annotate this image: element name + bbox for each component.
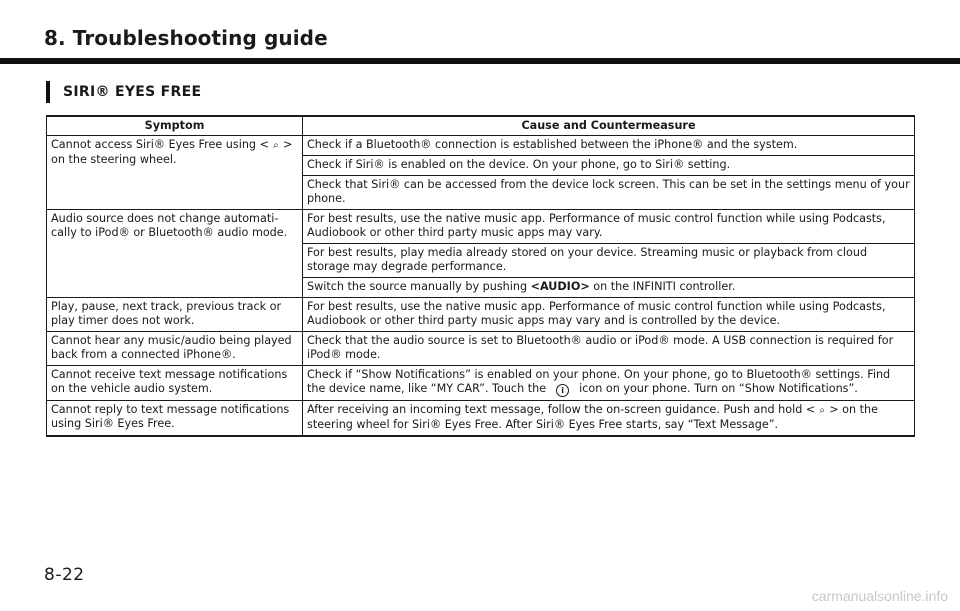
page-number: 8-22 (44, 565, 85, 585)
table-row (47, 401, 915, 437)
symptom-text: Cannot access Siri® Eyes Free using < (51, 138, 269, 151)
cause-cell (303, 278, 915, 298)
table-row (47, 136, 915, 156)
table-row (47, 332, 915, 366)
cause-text: Check if “Show Notifications” is enabled on your phone. On your phone, go to Bluetooth® settings. Find the device name, like “MY CAR”. Touch the (307, 368, 891, 395)
cause-text: > on the steering wheel for Siri® Eyes Free. After Siri® Eyes Free starts, say “Text Message”. (307, 403, 879, 431)
cause-cell: Check that Siri® can be accessed from the device lock screen. This can be set in the settings menu of your phone. (303, 176, 915, 210)
cause-cell (303, 366, 915, 401)
symptom-cell: Cannot hear any music/audio being played back from a connected iPhone®. (47, 332, 303, 366)
symptom-cell: Cannot reply to text message notifications using Siri® Eyes Free. (47, 401, 303, 437)
talk-switch-icon: ⌕ (819, 405, 826, 416)
table-row (47, 210, 915, 244)
talk-switch-icon: ⌕ (273, 140, 279, 151)
symptom-header: Symptom (47, 116, 303, 136)
symptom-text: > (282, 138, 293, 151)
cause-cell: Check if Siri® is enabled on the device. On your phone, go to Siri® setting. (303, 156, 915, 176)
cause-text: Switch the source manually by pushing (307, 280, 531, 293)
symptom-cell: Play, pause, next track, previous track or play timer does not work. (47, 298, 303, 332)
cause-text: on the INFINITI controller. (589, 280, 736, 293)
table-row (47, 366, 915, 401)
cause-cell: Check if a Bluetooth® connection is established between the iPhone® and the system. (303, 136, 915, 156)
watermark: carmanualsonline.info (811, 588, 948, 604)
section-title: SIRI® EYES FREE (63, 84, 202, 100)
chapter-title: 8. Troubleshooting guide (44, 26, 328, 50)
symptom-cell (47, 136, 303, 210)
cause-cell: For best results, use the native music app. Performance of music control function while using Podcasts, Audiobook or other third party music apps may vary and is controlled by the device. (303, 298, 915, 332)
table-header-row (47, 116, 915, 136)
cause-text: After receiving an incoming text message, follow the on-screen guidance. Push and hold < (307, 403, 816, 416)
symptom-text: on the steering wheel. (51, 153, 177, 166)
cause-header: Cause and Countermeasure (303, 116, 915, 136)
section-marker (46, 81, 50, 103)
cause-text: icon on your phone. Turn on “Show Notifications”. (579, 382, 858, 395)
header-rule (0, 58, 960, 64)
symptom-cell: Audio source does not change automatically to iPod® or Bluetooth® audio mode. (47, 210, 303, 298)
audio-button-label: <AUDIO> (530, 280, 590, 293)
cause-cell (303, 401, 915, 437)
cause-cell: Check that the audio source is set to Bluetooth® audio or iPod® mode. A USB connection is required for iPod® mode. (303, 332, 915, 366)
info-icon: i (556, 384, 569, 397)
table-row (47, 298, 915, 332)
cause-cell: For best results, use the native music app. Performance of music control function while using Podcasts, Audiobook or other third party music apps may vary. (303, 210, 915, 244)
troubleshooting-table (46, 115, 915, 437)
cause-cell: For best results, play media already stored on your device. Streaming music or playback from cloud storage may degrade performance. (303, 244, 915, 278)
symptom-cell: Cannot receive text message notifications on the vehicle audio system. (47, 366, 303, 401)
section-heading (46, 81, 201, 103)
